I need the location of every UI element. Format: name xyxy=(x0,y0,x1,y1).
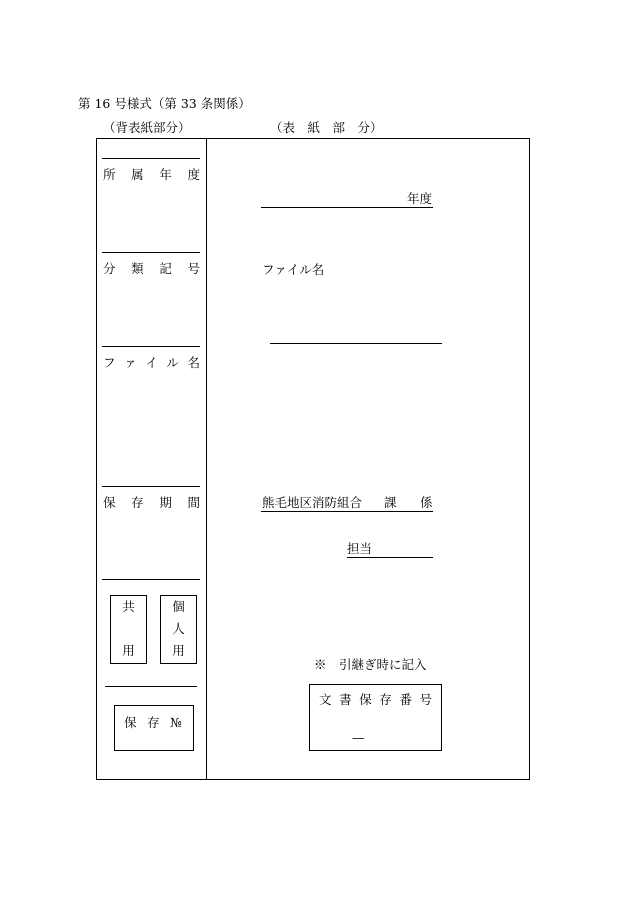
spine-caption: （背表紙部分） xyxy=(103,120,191,135)
cover-caption: （表 紙 部 分） xyxy=(270,120,383,135)
document-number-label: 文 書 保 存 番 号 xyxy=(319,692,432,707)
personal-use-label: 個 人 用 xyxy=(172,599,185,658)
storage-number-label: 保 存 № xyxy=(124,715,182,730)
spine-label-classification-code: 分 類 記 号 xyxy=(103,261,200,276)
cover-org-underline xyxy=(261,511,433,512)
cover-section-label: 課 xyxy=(384,495,397,510)
spine-label-file-name: フ ァ イ ル 名 xyxy=(103,355,200,370)
spine-divider xyxy=(206,138,207,780)
form-title: 第 16 号様式（第 33 条関係） xyxy=(78,96,251,111)
spine-rule-5 xyxy=(102,579,200,580)
spine-label-affiliation-year: 所 属 年 度 xyxy=(103,167,200,182)
document-number-dash: — xyxy=(352,730,365,745)
cover-person-underline xyxy=(347,557,433,558)
cover-person-label: 担当 xyxy=(347,541,373,556)
cover-file-name-label: ファイル名 xyxy=(262,262,325,277)
shared-use-label: 共 用 xyxy=(122,599,135,658)
spine-rule-6 xyxy=(105,686,197,687)
cover-year-label: 年度 xyxy=(407,191,433,206)
spine-rule-4 xyxy=(102,486,200,487)
cover-org-name: 熊毛地区消防組合 xyxy=(262,495,363,510)
spine-rule-2 xyxy=(102,252,200,253)
spine-label-retention-period: 保 存 期 間 xyxy=(103,495,200,510)
spine-rule-3 xyxy=(102,346,200,347)
spine-rule-1 xyxy=(102,158,200,159)
handover-note: ※ 引継ぎ時に記入 xyxy=(314,657,427,672)
cover-year-underline xyxy=(261,207,433,208)
cover-subsection-label: 係 xyxy=(420,495,433,510)
cover-file-name-line xyxy=(270,343,442,344)
